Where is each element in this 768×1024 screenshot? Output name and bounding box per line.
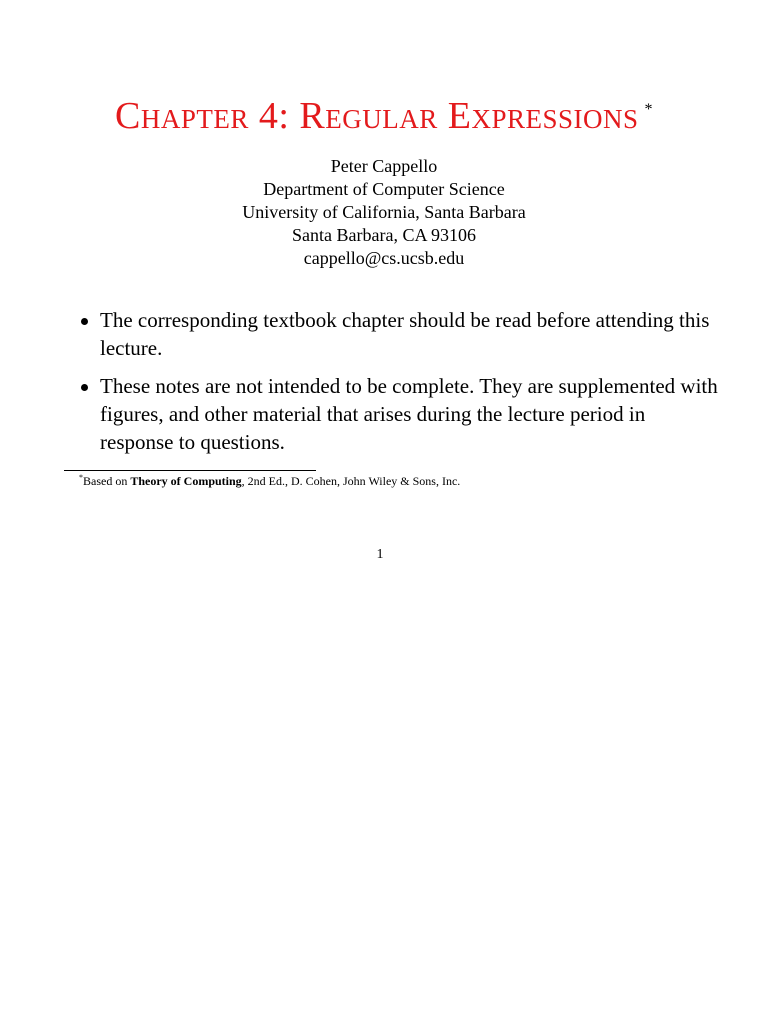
author-block (0, 155, 768, 270)
title-footnote-marker: * (644, 101, 653, 119)
author-name: Peter Cappello (330, 156, 438, 176)
bullet-icon (81, 384, 88, 391)
author-university: University of California, Santa Barbara (242, 202, 526, 222)
chapter-title-text: Chapter 4: Regular Expressions (114, 95, 639, 137)
footnote (79, 474, 719, 488)
bullet-text: The corresponding textbook chapter should be read before attending this lecture. (100, 308, 710, 360)
footnote-suffix: , 2nd Ed., D. Cohen, John Wiley & Sons, Inc. (241, 474, 461, 488)
author-location: Santa Barbara, CA 93106 (292, 225, 476, 245)
bullet-item (80, 306, 720, 362)
footnote-marker: * (79, 473, 83, 482)
bullet-list (80, 306, 720, 466)
author-department: Department of Computer Science (263, 179, 505, 199)
bullet-text: These notes are not intended to be complete. They are supplemented with figures, and other material that arises during the lecture period in response to questions. (100, 374, 718, 454)
footnote-divider (64, 470, 316, 471)
author-email: cappello@cs.ucsb.edu (303, 248, 465, 268)
bullet-icon (81, 318, 88, 325)
page-number: 1 (376, 547, 384, 562)
footnote-prefix: Based on (83, 474, 131, 488)
bullet-item (80, 372, 720, 456)
chapter-title (0, 94, 768, 138)
footnote-book-title: Theory of Computing (130, 474, 242, 488)
